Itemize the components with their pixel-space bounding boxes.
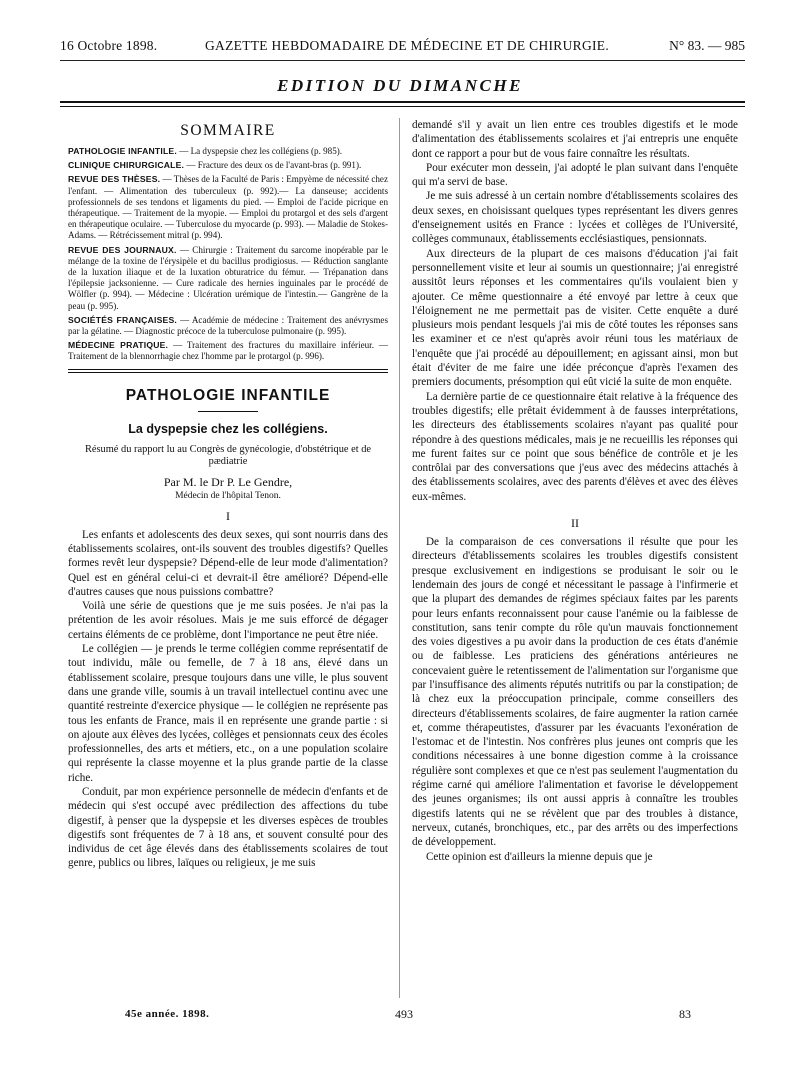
article-abstract: Résumé du rapport lu au Congrès de gynécologie, d'obstétrique et de pædiatrie xyxy=(84,443,372,468)
sommaire-entry xyxy=(68,340,388,362)
paragraph: Pour exécuter mon dessein, j'ai adopté le plan suivant dans l'enquête qui m'a servi de base. xyxy=(412,161,738,189)
right-column xyxy=(412,118,738,864)
header-issue-page: N° 83. — 985 xyxy=(669,38,745,53)
paragraph: Je me suis adressé à un certain nombre d'établissements scolaires des deux sexes, en choisissant quelques types représentant les divers genres d'enseignement usités en France : lycées et collèges de l'Université, collèges communaux, établissements ecclésiastiques, pensionnats. xyxy=(412,190,738,246)
sommaire-title: SOMMAIRE xyxy=(180,122,276,139)
paragraph: Cette opinion est d'ailleurs la mienne depuis que je xyxy=(426,850,653,863)
part-number: I xyxy=(226,508,230,523)
sommaire-entry-text: — Traitement des fractures du maxillaire inférieur. — Traitement de la blennorrhagie chez l'homme par le protargol (p. 996). xyxy=(68,340,388,362)
paragraph: La dernière partie de ce questionnaire était relative à la fréquence des troubles digestifs; elle prêtait évidemment à de fausses interprétations, les directeurs des établissements scolaires n'ayant pas qualité pour répondre à des questions médicales, mais je ne recueillis les réponses qui me furent faites sur ce point que sous bénéfice de contrôle et je les contrôlai par des conversations que j'eus avec des médecins attachés à des établissements scolaires, avec des parents d'élèves et avec des élèves eux-mêmes. xyxy=(412,390,738,503)
left-body xyxy=(68,528,388,871)
right-body-part1 xyxy=(412,118,738,504)
section-short-rule xyxy=(198,411,258,412)
sommaire-entry-text: — Chirurgie : Traitement du sarcome inopérable par le mélange de la toxine de l'érysipèle et du bacillus prodigiosus. — Réduction sanglante de la luxation iliaque et de la luxation obturatrice du fémur. — Trépanation dans l'épilepsie jacksonienne. — Cure radicale des hernies inguinales par le procédé de Wölfler (p. 994). — Médecine : Ulcération urémique de l'intestin.— Gangrène de la peau (p. 995). xyxy=(68,244,388,311)
paragraph: Conduit, par mon expérience personnelle de médecin d'enfants et de médecin qui s'est occupé avec prédilection des affections du tube digestif, à penser que la dyspepsie et les diverses espèces de troubles digestifs sont fréquentes de 7 à 18 ans, et souvent consulté pour des individus de cet âge élevés dans des établissements scolaires de tout genre, publics ou libres, laïques ou religieux, je me suis xyxy=(68,786,388,870)
header-rule xyxy=(60,60,745,61)
edition-rule-thick xyxy=(60,101,745,103)
sommaire-entry xyxy=(68,160,388,171)
paragraph: Voilà une série de questions que je me suis posées. Je n'ai pas la prétention de les avoir résolues. Mais je me suis efforcé de dégager certains éléments de ce problème, dont l'importance ne peut être niée. xyxy=(68,600,388,641)
sommaire-rule-thick xyxy=(68,369,388,370)
header-date: 16 Octobre 1898. xyxy=(60,38,158,53)
section-title: PATHOLOGIE INFANTILE xyxy=(125,386,331,404)
sommaire-entry xyxy=(68,245,388,312)
sommaire-entry xyxy=(68,315,388,337)
sommaire-entry xyxy=(68,174,388,241)
sommaire-entry-head: REVUE DES JOURNAUX. xyxy=(68,244,177,255)
sommaire-entry xyxy=(68,146,388,157)
paragraph: demandé s'il y avait un lien entre ces troubles digestifs et le mode d'alimentation des établissements scolaires et j'ai entrepris une enquête dont ce rapport a pour but de vous faire connaître les résultats. xyxy=(412,119,738,160)
paragraph: De la comparaison de ces conversations il résulte que pour les directeurs d'établissements scolaires les troubles digestifs consistent presque exclusivement en indigestions se produisant le soir ou le lendemain des jours de congé et nécessitant le passage à l'infirmerie et que la plupart des demandes de régimes spéciaux faites par les parents pour leurs enfants reconnaissent pour cause l'anémie ou la faiblesse de constitution, sans tenir compte du rôle qu'un mauvais fonctionnement des voies digestives a pu avoir dans la production de ces états d'anémie ou de faiblesse. Les praticiens des générations antérieures ne concevaient guère le retentissement de l'alimentation sur l'organisme que par l'insuffisance des aliments réputés nutritifs ou par la constipation; de là chez eux la préoccupation principale, comme conseillers des directeurs d'établissements scolaires, de faire augmenter la ration carnée et, comme thérapeutistes, d'assurer par les évacuants l'exonération de l'estomac et de l'intestin. Nos confrères plus jeunes ont compris que les conditions nécessaires à une bonne digestion comme à la croissance régulière sont complexes et que ce n'est pas seulement l'augmentation du régime carné qui améliore l'alimentation et favorise le développement des jeunes organismes; ils ont aussi appris à connaître les troubles digestifs latents qui ne se révèlent que par des troubles à distance, nerveux, cutanés, bronchiques, etc., par des arrêts ou des imperfections de développement. xyxy=(412,536,738,849)
running-head xyxy=(60,38,745,60)
sommaire-entry-text: — La dyspepsie chez les collégiens (p. 985). xyxy=(179,146,343,156)
article-author: Par M. le Dr P. Le Gendre, xyxy=(163,474,293,489)
sommaire-list xyxy=(68,146,388,363)
paragraph: Aux directeurs de la plupart de ces maisons d'éducation j'ai fait personnellement visite et leur ai soumis un questionnaire; j'ai enregistré aussitôt leurs réponses et les commentaires qu'ils voulaient bien y ajouter. Ce même questionnaire a été envoyé par lettre à ceux que l'éloignement ne me permettait pas de visiter. Cette enquête a duré plusieurs mois pendant lesquels j'ai mis de côté toutes les réponses sans les examiner et ce n'est qu'après avoir réuni tous les matériaux de l'enquête que j'ai procédé au dépouillement; en agissant ainsi, mon but était d'éviter de me faire une idée préconçue d'après l'examen des premiers documents, présomption qui eût vicié la suite de mon enquête. xyxy=(412,247,738,389)
article-title: La dyspepsie chez les collégiens. xyxy=(128,421,328,436)
footer-page-number: 83 xyxy=(679,1007,691,1021)
sommaire-entry-head: SOCIÉTÉS FRANÇAISES. xyxy=(68,314,177,325)
edition-banner: EDITION DU DIMANCHE xyxy=(277,76,523,95)
column-separator xyxy=(399,118,400,998)
sommaire-entry-head: PATHOLOGIE INFANTILE. xyxy=(68,146,177,156)
right-body-part2 xyxy=(412,535,738,864)
sommaire-entry-head: REVUE DES THÈSES. xyxy=(68,174,161,185)
sommaire-rule-thin xyxy=(68,372,388,373)
sommaire-entry-head: MÉDECINE PRATIQUE. xyxy=(68,340,169,351)
sommaire-entry-text: — Académie de médecine : Traitement des anévrysmes par la gélatine. — Diagnostic précoce de la tuberculose pulmonaire (p. 995). xyxy=(68,314,388,337)
part-number: II xyxy=(571,516,579,531)
header-journal-title: GAZETTE HEBDOMADAIRE DE MÉDECINE ET DE CHIRURGIE. xyxy=(205,38,610,53)
paragraph: Le collégien — je prends le terme collégien comme représentatif de tout individu, mâle ou femelle, de 7 à 18 ans, élevé dans un établissement scolaire, presque toujours dans une ville, le plus souvent dans une grande ville, soumis à un travail intellectuel continu avec une quantité restreinte d'exercice physique — le collégien ne représente pas tous les enfants de France, mais il en représente une grande partie : si on ajoute aux élèves des lycées, collèges et pensionnats ceux des écoles professionnelles, des arts et métiers, etc., on a une population scolaire qui représente la classe moyenne et la plus grande partie de la classe riche. xyxy=(68,643,388,784)
paragraph: Les enfants et adolescents des deux sexes, qui sont nourris dans des établissements scolaires, ont-ils souvent des troubles digestifs? Quelles formes revêt leur dyspepsie? Dépend-elle de leur mode d'alimentation? Quel est en général celui-ci et devrait-il être amélioré? Dépend-elle d'autres causes que nous puissions combattre? xyxy=(68,528,388,598)
footer-year: 45e année. 1898. xyxy=(125,1008,210,1020)
edition-rule-thin xyxy=(60,106,745,107)
sommaire-entry-head: CLINIQUE CHIRURGICALE. xyxy=(68,160,185,171)
footer-folio: 493 xyxy=(395,1007,413,1021)
sommaire-entry-text: — Fracture des deux os de l'avant-bras (p. 991). xyxy=(186,160,362,171)
left-column xyxy=(68,118,388,871)
article-affiliation: Médecin de l'hôpital Tenon. xyxy=(175,490,281,501)
sommaire-entry-text: — Thèses de la Faculté de Paris : Empyème de nécessité chez l'enfant. — Alimentation des tuberculeux (p. 992).— La danseuse; accidents professionnels de ses tendons et ligaments du pied. — Emploi de l'acide picrique en thérapeutique. — Traitement de la myopie. — Emploi du protargol et des sels d'argent en thérapeutique oculaire. — Tuberculose du myocarde (p. 993). — Maladie de Stokes-Adams. — Rétrécissement mitral (p. 994). xyxy=(68,174,388,241)
